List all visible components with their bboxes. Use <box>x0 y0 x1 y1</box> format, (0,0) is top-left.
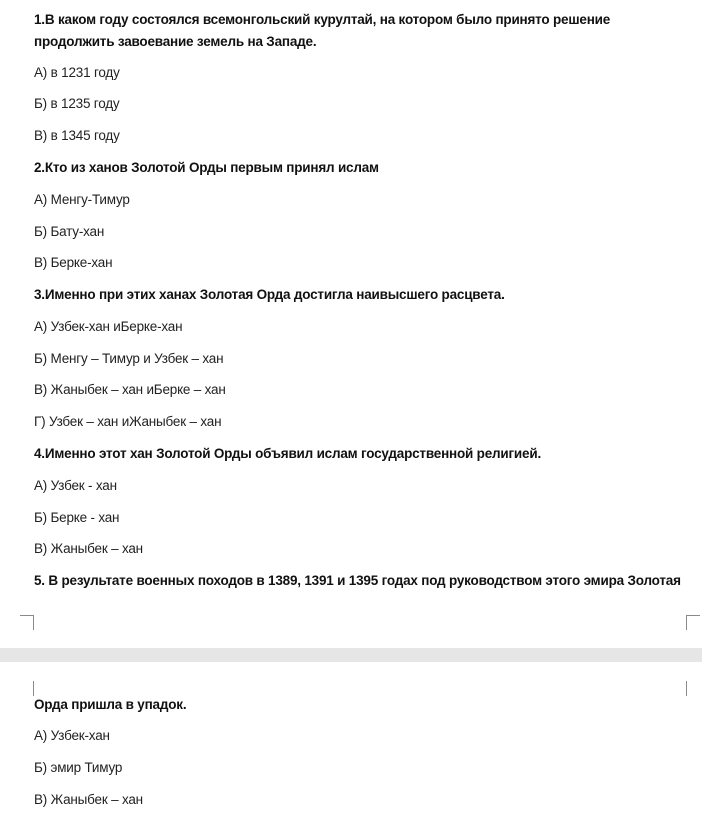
page-corner-mark-top-right <box>686 681 687 696</box>
question-4-option-c: В) Жаныбек – хан <box>34 541 143 556</box>
question-2-option-b: Б) Бату-хан <box>34 224 105 239</box>
page-corner-mark-bottom-left <box>20 615 34 616</box>
page-corner-mark-bottom-right <box>686 615 700 616</box>
question-5-option-b: Б) эмир Тимур <box>34 760 123 775</box>
question-4-option-a: А) Узбек - хан <box>34 478 117 493</box>
page-corner-mark-bottom-right-vertical <box>686 615 687 630</box>
question-1-option-c: В) в 1345 году <box>34 128 120 143</box>
question-3-option-a: А) Узбек-хан иБерке-хан <box>34 319 183 334</box>
question-3-option-d: Г) Узбек – хан иЖаныбек – хан <box>34 414 222 429</box>
question-4-text: 4.Именно этот хан Золотой Орды объявил ислам государственной религией. <box>34 446 541 461</box>
question-3-text: 3.Именно при этих ханах Золотая Орда достигла наивысшего расцвета. <box>34 287 505 302</box>
question-4-option-b: Б) Берке - хан <box>34 510 120 525</box>
question-2-option-a: А) Менгу-Тимур <box>34 192 130 207</box>
document-page-2 <box>0 662 702 816</box>
question-5-text-end: Орда пришла в упадок. <box>34 697 187 712</box>
page-corner-mark-bottom-left-vertical <box>33 615 34 630</box>
question-1-option-a: А) в 1231 году <box>34 65 120 80</box>
question-1-option-b: Б) в 1235 году <box>34 96 120 111</box>
question-5-text-start: 5. В результате военных походов в 1389, 1391 и 1395 годах под руководством этого эмира Золотая <box>34 573 681 588</box>
question-5-option-c: В) Жаныбек – хан <box>34 792 143 807</box>
question-3-option-b: Б) Менгу – Тимур и Узбек – хан <box>34 351 224 366</box>
question-5-option-a: А) Узбек-хан <box>34 728 110 743</box>
page-corner-mark-top-left <box>33 681 34 696</box>
question-1-text: 1.В каком году состоялся всемонгольский курултай, на котором было принято решение продолжить завоевание земель на Западе. <box>34 12 611 49</box>
question-2-text: 2.Кто из ханов Золотой Орды первым принял ислам <box>34 160 379 175</box>
question-3-option-c: В) Жаныбек – хан иБерке – хан <box>34 382 226 397</box>
page-separator <box>0 648 702 662</box>
question-2-option-c: В) Берке-хан <box>34 255 113 270</box>
